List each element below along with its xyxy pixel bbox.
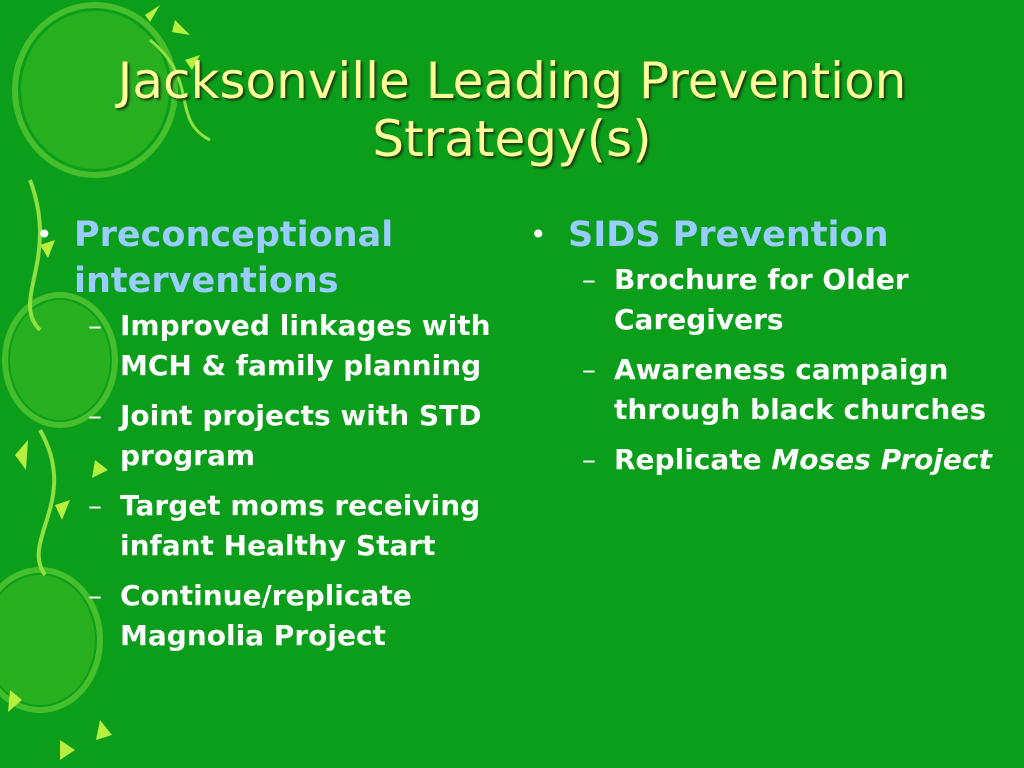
right-heading: SIDS Prevention — [568, 215, 889, 255]
bullet-dot: • — [36, 218, 53, 251]
list-item-emphasis: Moses Project — [771, 443, 992, 476]
right-sub-list — [582, 260, 1000, 480]
right-bullet — [530, 212, 1000, 258]
list-item — [88, 486, 491, 566]
dash-marker: – — [88, 579, 102, 612]
list-item — [582, 440, 1000, 480]
slide-title-line-2: Strategy(s) — [372, 110, 652, 168]
dash-marker: – — [582, 263, 596, 296]
list-item-text: Awareness campaign through black churches — [614, 353, 986, 426]
dash-marker: – — [88, 309, 102, 342]
list-item-text: Continue/replicate Magnolia Project — [120, 579, 412, 652]
dash-marker: – — [582, 443, 596, 476]
list-item-text: Improved linkages with MCH & family planning — [120, 309, 491, 382]
list-item-prefix: Replicate — [614, 443, 772, 476]
slide-title — [0, 52, 1024, 168]
right-column — [530, 212, 1000, 490]
list-item-text — [614, 440, 992, 480]
dash-marker: – — [88, 399, 102, 432]
slide-title-line-1: Jacksonville Leading Prevention — [117, 52, 907, 110]
list-item-text: Joint projects with STD program — [120, 399, 482, 472]
list-item-text: Target moms receiving infant Healthy Start — [120, 489, 481, 562]
bullet-dot: • — [530, 218, 547, 251]
left-bullet — [36, 212, 491, 304]
list-item — [88, 576, 491, 656]
dash-marker: – — [582, 353, 596, 386]
list-item — [582, 260, 1000, 340]
dash-marker: – — [88, 489, 102, 522]
left-sub-list — [88, 306, 491, 656]
list-item — [88, 306, 491, 386]
list-item — [582, 350, 1000, 430]
left-column — [36, 212, 491, 666]
left-heading: Preconceptional interventions — [74, 215, 394, 301]
list-item-text: Brochure for Older Caregivers — [614, 263, 909, 336]
list-item — [88, 396, 491, 476]
